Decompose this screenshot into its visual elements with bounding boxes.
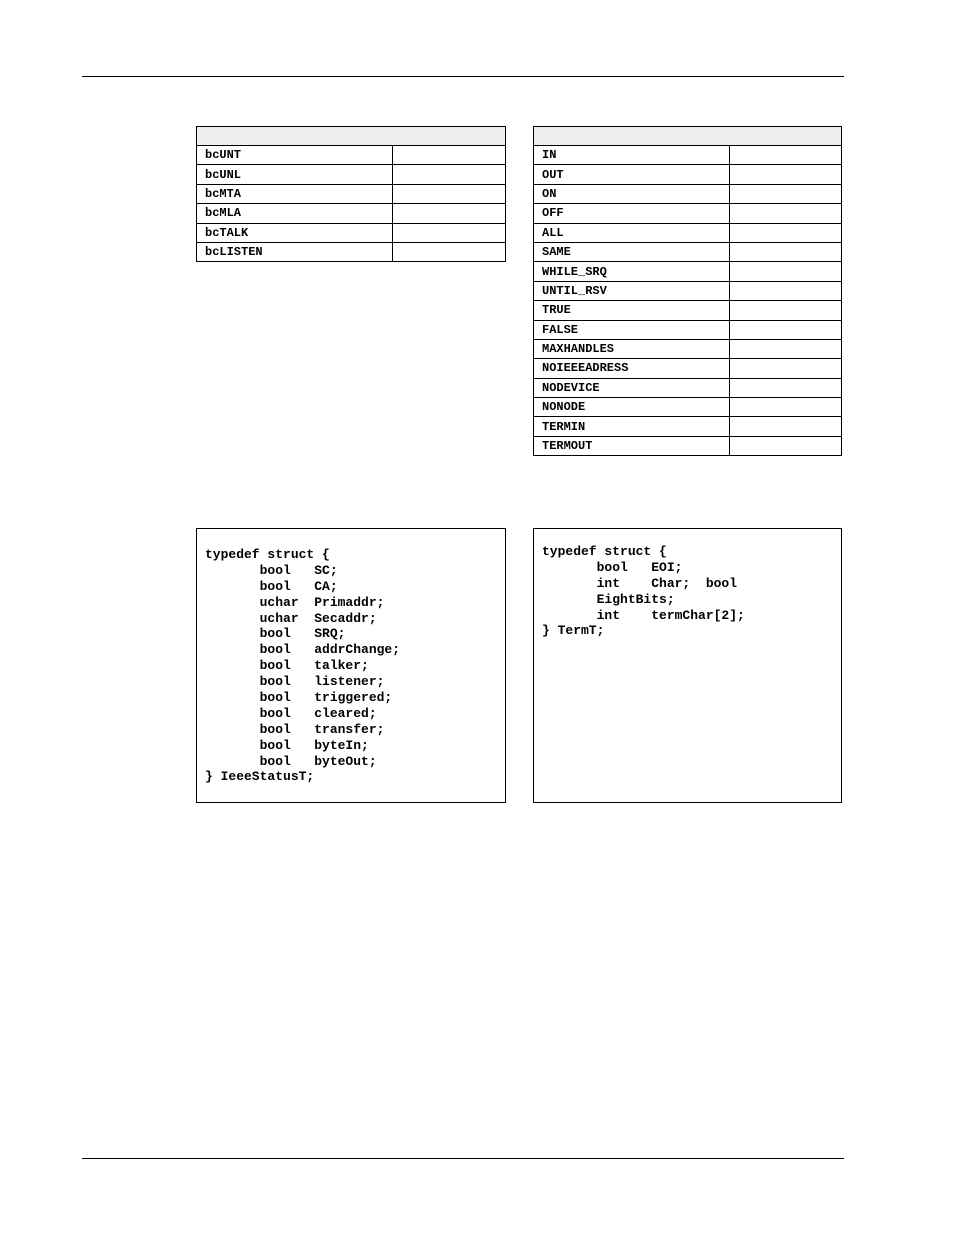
constant-name: bcUNL bbox=[197, 165, 393, 184]
table-row bbox=[534, 204, 842, 223]
table-row bbox=[534, 223, 842, 242]
table-row bbox=[534, 281, 842, 300]
table-row bbox=[197, 223, 506, 242]
constant-value bbox=[729, 436, 841, 455]
code-line: bool cleared; bbox=[205, 705, 377, 721]
constant-name: NONODE bbox=[534, 398, 730, 417]
constant-value bbox=[729, 223, 841, 242]
constant-value bbox=[729, 262, 841, 281]
constant-name: OUT bbox=[534, 165, 730, 184]
table-header bbox=[534, 127, 842, 146]
constant-value bbox=[729, 359, 841, 378]
code-line: bool talker; bbox=[205, 658, 369, 674]
footer-rule bbox=[82, 1158, 844, 1159]
table-row bbox=[534, 339, 842, 358]
code-line: } IeeeStatusT; bbox=[205, 769, 315, 785]
constant-value bbox=[393, 223, 506, 242]
constant-value bbox=[729, 242, 841, 261]
constant-name: ON bbox=[534, 184, 730, 203]
table-row bbox=[534, 146, 842, 165]
code-line: bool addrChange; bbox=[205, 642, 401, 658]
constant-name: TERMOUT bbox=[534, 436, 730, 455]
constant-name: TERMIN bbox=[534, 417, 730, 436]
term-struct-code bbox=[533, 528, 842, 803]
table-row bbox=[534, 417, 842, 436]
code-line: } TermT; bbox=[542, 623, 605, 639]
table-row bbox=[534, 184, 842, 203]
table-header bbox=[197, 127, 506, 146]
code-line: bool EOI; bbox=[542, 559, 683, 575]
table-row bbox=[534, 359, 842, 378]
constant-value bbox=[393, 146, 506, 165]
code-line: bool SRQ; bbox=[205, 626, 346, 642]
table-row bbox=[534, 436, 842, 455]
table-row bbox=[197, 165, 506, 184]
constant-name: TRUE bbox=[534, 301, 730, 320]
constant-name: ALL bbox=[534, 223, 730, 242]
code-line: bool listener; bbox=[205, 674, 385, 690]
header-rule bbox=[82, 76, 844, 77]
constant-value bbox=[729, 165, 841, 184]
constant-name: bcTALK bbox=[197, 223, 393, 242]
code-line: typedef struct { bbox=[542, 544, 667, 559]
constant-name: NODEVICE bbox=[534, 378, 730, 397]
code-line: bool triggered; bbox=[205, 690, 393, 706]
constant-name: UNTIL_RSV bbox=[534, 281, 730, 300]
code-line: EightBits; bbox=[542, 591, 675, 607]
table-row bbox=[197, 184, 506, 203]
constant-name: bcMLA bbox=[197, 204, 393, 223]
table-row bbox=[534, 398, 842, 417]
constant-name: MAXHANDLES bbox=[534, 339, 730, 358]
ieee-status-struct-code bbox=[196, 528, 506, 803]
code-line: bool byteOut; bbox=[205, 753, 377, 769]
constant-name: NOIEEEADRESS bbox=[534, 359, 730, 378]
table-row bbox=[534, 320, 842, 339]
general-constants-table bbox=[533, 126, 842, 456]
code-line: int Char; bool bbox=[542, 575, 738, 591]
table-row bbox=[534, 262, 842, 281]
code-line: typedef struct { bbox=[205, 547, 330, 562]
code-line: bool SC; bbox=[205, 562, 338, 578]
code-line: bool byteIn; bbox=[205, 737, 369, 753]
constant-value bbox=[729, 339, 841, 358]
constant-name: OFF bbox=[534, 204, 730, 223]
bus-commands-table bbox=[196, 126, 506, 262]
constant-value bbox=[393, 165, 506, 184]
table-row bbox=[197, 146, 506, 165]
table-row bbox=[534, 378, 842, 397]
constant-name: IN bbox=[534, 146, 730, 165]
code-line: bool CA; bbox=[205, 578, 338, 594]
constant-name: bcUNT bbox=[197, 146, 393, 165]
table-row bbox=[197, 204, 506, 223]
table-row bbox=[197, 242, 506, 261]
code-line: uchar Secaddr; bbox=[205, 610, 377, 626]
constant-value bbox=[729, 417, 841, 436]
table-row bbox=[534, 165, 842, 184]
table-row bbox=[534, 242, 842, 261]
table-row bbox=[534, 301, 842, 320]
code-line: int termChar[2]; bbox=[542, 607, 745, 623]
constant-name: FALSE bbox=[534, 320, 730, 339]
constant-value bbox=[393, 184, 506, 203]
constant-value bbox=[729, 281, 841, 300]
constant-value bbox=[729, 320, 841, 339]
constant-value bbox=[729, 184, 841, 203]
constant-name: bcMTA bbox=[197, 184, 393, 203]
constant-value bbox=[729, 378, 841, 397]
constant-value bbox=[729, 398, 841, 417]
code-line: uchar Primaddr; bbox=[205, 594, 385, 610]
constant-value bbox=[729, 204, 841, 223]
constant-value bbox=[729, 301, 841, 320]
constant-name: SAME bbox=[534, 242, 730, 261]
constant-value bbox=[393, 204, 506, 223]
constant-name: bcLISTEN bbox=[197, 242, 393, 261]
code-line: bool transfer; bbox=[205, 721, 385, 737]
constant-name: WHILE_SRQ bbox=[534, 262, 730, 281]
constant-value bbox=[729, 146, 841, 165]
constant-value bbox=[393, 242, 506, 261]
